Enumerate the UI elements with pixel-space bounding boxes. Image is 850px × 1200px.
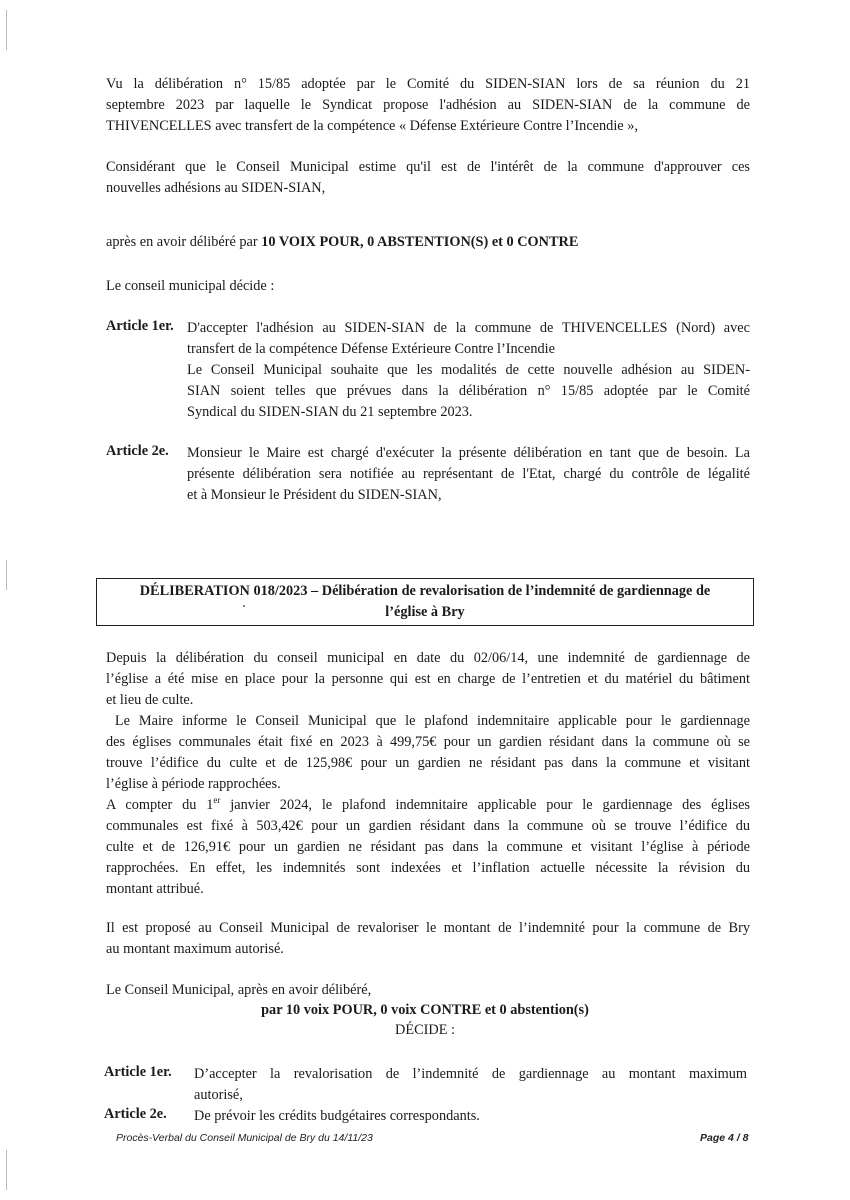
article-line: et à Monsieur le Président du SIDEN-SIAN, — [187, 487, 442, 503]
deliberation-title-line: DÉLIBERATION 018/2023 – Délibération de revalorisation de l’indemnité de gardiennage de — [139, 583, 711, 599]
article-line: Le Conseil Municipal souhaite que les modalités de cette nouvelle adhésion au SIDEN- — [187, 362, 750, 378]
scan-speck — [243, 605, 245, 607]
considerant-paragraph — [106, 157, 750, 199]
vote-result-2: par 10 voix POUR, 0 voix CONTRE et 0 abstention(s) — [261, 1002, 589, 1018]
scan-margin-mark — [6, 1150, 7, 1190]
considerant-line: nouvelles adhésions au SIDEN-SIAN, — [106, 180, 326, 196]
body-line: l’église a été mise en place pour la personne qui est en charge de l’entretien et du matériel du bâtiment — [106, 671, 750, 687]
considerant-line: Considérant que le Conseil Municipal estime qu'il est de l'intérêt de la commune d'approuver ces — [106, 159, 750, 175]
article-line: Syndical du SIDEN-SIAN du 21 septembre 2023. — [187, 404, 473, 420]
body-line: au montant maximum autorisé. — [106, 941, 284, 957]
date-rest: janvier 2024, le plafond indemnitaire applicable pour le gardiennage des églises — [220, 797, 750, 813]
article-2-label: Article 2e. — [104, 1106, 167, 1122]
conseil-statement: Le Conseil Municipal, après en avoir délibéré, — [106, 982, 372, 998]
article-2-body — [187, 443, 750, 506]
article-2-body — [194, 1106, 747, 1127]
footer-title: Procès-Verbal du Conseil Municipal de Bry du 14/11/23 — [116, 1132, 373, 1144]
article-1-label: Article 1er. — [106, 318, 174, 334]
decide-statement: Le conseil municipal décide : — [106, 278, 275, 294]
article-line: transfert de la compétence Défense Extérieure Contre l’Incendie — [187, 341, 555, 357]
body-line: rapprochées. En effet, les indemnités sont indexées et l’inflation actuelle nécessite la révision du — [106, 860, 750, 876]
article-2-label: Article 2e. — [106, 443, 169, 459]
deliberation-title-line: l’église à Bry — [385, 604, 465, 620]
ordinal-superscript: er — [213, 795, 221, 806]
vote-prefix: après en avoir délibéré par — [106, 234, 262, 250]
body-line: Depuis la délibération du conseil municipal en date du 02/06/14, une indemnité de gardiennage de — [106, 650, 750, 666]
article-1-label: Article 1er. — [104, 1064, 172, 1080]
body-line: montant attribué. — [106, 881, 204, 897]
body-paragraph-1 — [106, 648, 750, 711]
article-1-body — [194, 1064, 747, 1106]
body-line: Le Maire informe le Conseil Municipal que le plafond indemnitaire applicable pour le gardiennage — [106, 713, 750, 729]
vu-line: THIVENCELLES avec transfert de la compétence « Défense Extérieure Contre l’Incendie », — [106, 118, 638, 134]
vote-result: 10 VOIX POUR, 0 ABSTENTION(S) et 0 CONTRE — [261, 234, 579, 250]
page-number: Page 4 / 8 — [700, 1132, 749, 1144]
vu-line: septembre 2023 par laquelle le Syndicat propose l'adhésion au SIDEN-SIAN de la commune de — [106, 97, 750, 113]
article-line: présente délibération sera notifiée au représentant de l'Etat, chargé du contrôle de légalité — [187, 466, 750, 482]
body-line: trouve l’édifice du culte et de 125,98€ pour un gardien ne résidant pas dans la commune et visitant — [106, 755, 750, 771]
scan-margin-mark — [6, 560, 7, 590]
vu-line: Vu la délibération n° 15/85 adoptée par le Comité du SIDEN-SIAN lors de sa réunion du 21 — [106, 76, 750, 92]
article-line: Monsieur le Maire est chargé d'exécuter la présente délibération en tant que de besoin. La — [187, 445, 750, 461]
deliberation-title-box — [96, 578, 754, 626]
decide-heading: DÉCIDE : — [395, 1022, 455, 1038]
body-line: Il est proposé au Conseil Municipal de revaloriser le montant de l’indemnité pour la commune de Bry — [106, 920, 750, 936]
body-line: culte et de 126,91€ pour un gardien ne résidant pas dans la commune et visitant l’église à période — [106, 839, 750, 855]
body-paragraph-3 — [106, 795, 750, 900]
vote-statement — [106, 232, 750, 253]
body-line: et lieu de culte. — [106, 692, 194, 708]
article-1-body — [187, 318, 750, 423]
scan-margin-mark — [6, 10, 7, 50]
body-paragraph-2 — [106, 711, 750, 795]
article-line: SIAN soient telles que prévues dans la délibération n° 15/85 adoptée par le Comité — [187, 383, 750, 399]
article-line: D’accepter la revalorisation de l’indemnité de gardiennage au montant maximum — [194, 1066, 747, 1082]
article-line: autorisé, — [194, 1087, 243, 1103]
article-line: D'accepter l'adhésion au SIDEN-SIAN de la commune de THIVENCELLES (Nord) avec — [187, 320, 750, 336]
body-line: des églises communales était fixé en 2023 à 499,75€ pour un gardien résidant dans la commune où se — [106, 734, 750, 750]
article-line: De prévoir les crédits budgétaires correspondants. — [194, 1108, 480, 1124]
body-line — [106, 795, 750, 816]
body-line: l’église à période rapprochées. — [106, 776, 281, 792]
date-prefix: A compter du 1 — [106, 797, 214, 813]
vu-paragraph — [106, 74, 750, 137]
body-paragraph-4 — [106, 918, 750, 960]
body-line: communales est fixé à 503,42€ pour un gardien résidant dans la commune où se trouve l’édifice du — [106, 818, 750, 834]
